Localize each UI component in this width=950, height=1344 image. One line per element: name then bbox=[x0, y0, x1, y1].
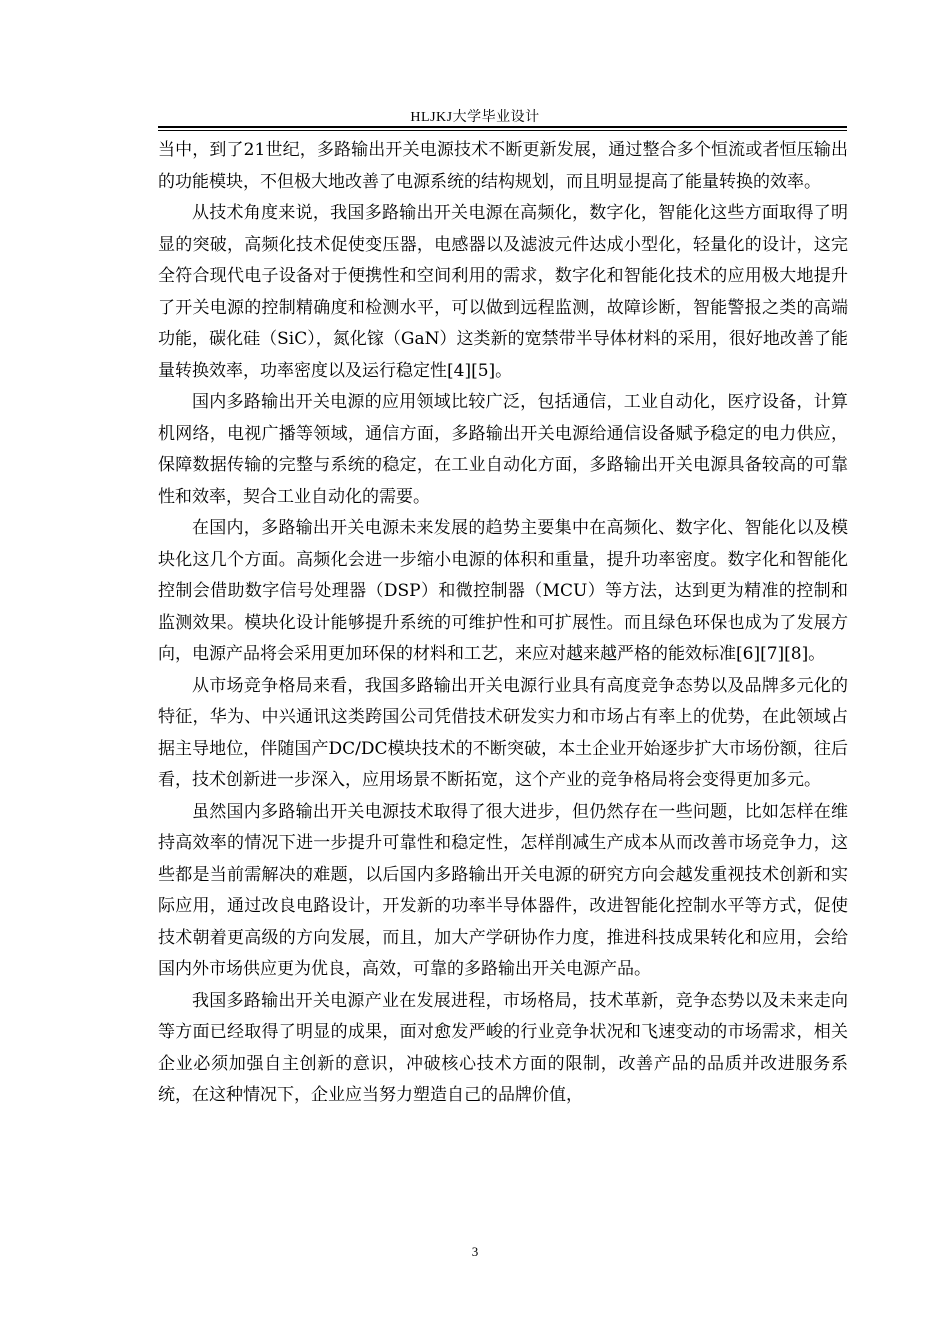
body-text bbox=[158, 135, 848, 1112]
paragraph-problems: 虽然国内多路输出开关电源技术取得了很大进步，但仍然存在一些问题，比如怎样在维持高效率的情况下进一步提升可靠性和稳定性，怎样削减生产成本从而改善市场竞争力，这些都是当前需解决的难题，以后国内多路输出开关电源的研究方向会越发重视技术创新和实际应用，通过改良电路设计，开发新的功率半导体器件，改进智能化控制水平等方式，促使技术朝着更高级的方向发展，而且，加大产学研协作力度，推进科技成果转化和应用，会给国内外市场供应更为优良，高效，可靠的多路输出开关电源产品。 bbox=[158, 801, 848, 979]
paragraph-market: 从市场竞争格局来看，我国多路输出开关电源行业具有高度竞争态势以及品牌多元化的特征，华为、中兴通讯这类跨国公司凭借技术研发实力和市场占有率上的优势，在此领域占据主导地位，伴随国产DC/DC模块技术的不断突破，本土企业开始逐步扩大市场份额，往后看，技术创新进一步深入，应用场景不断拓宽，这个产业的竞争格局将会变得更加多元。 bbox=[158, 675, 848, 790]
paragraph-trends: 在国内，多路输出开关电源未来发展的趋势主要集中在高频化、数字化、智能化以及模块化这几个方面。高频化会进一步缩小电源的体积和重量，提升功率密度。数字化和智能化控制会借助数字信号处理器（DSP）和微控制器（MCU）等方法，达到更为精准的控制和监测效果。模块化设计能够提升系统的可维护性和可扩展性。而且绿色环保也成为了发展方向，电源产品将会采用更加环保的材料和工艺，来应对越来越严格的能效标准[6][7][8]。 bbox=[158, 518, 848, 664]
paragraph-applications: 国内多路输出开关电源的应用领域比较广泛，包括通信，工业自动化，医疗设备，计算机网络，电视广播等领域，通信方面，多路输出开关电源给通信设备赋予稳定的电力供应，保障数据传输的完整与系统的稳定，在工业自动化方面，多路输出开关电源具备较高的可靠性和效率，契合工业自动化的需要。 bbox=[158, 392, 848, 507]
paragraph-continuation: 当中，到了21世纪，多路输出开关电源技术不断更新发展，通过整合多个恒流或者恒压输出的功能模块，不但极大地改善了电源系统的结构规划，而且明显提高了能量转换的效率。 bbox=[158, 140, 848, 192]
header-rule-thin bbox=[158, 130, 847, 131]
page-number: 3 bbox=[471, 1244, 479, 1259]
paragraph-technology: 从技术角度来说，我国多路输出开关电源在高频化，数字化，智能化这些方面取得了明显的突破，高频化技术促使变压器，电感器以及滤波元件达成小型化，轻量化的设计，这完全符合现代电子设备对于便携性和空间利用的需求，数字化和智能化技术的应用极大地提升了开关电源的控制精确度和检测水平，可以做到远程监测，故障诊断，智能警报之类的高端功能，碳化硅（SiC），氮化镓（GaN）这类新的宽禁带半导体材料的采用，很好地改善了能量转换效率，功率密度以及运行稳定性[4][5]。 bbox=[158, 203, 848, 381]
header-rule bbox=[158, 126, 847, 128]
page-header-title: HLJKJ大学毕业设计 bbox=[410, 110, 540, 125]
paragraph-summary: 我国多路输出开关电源产业在发展进程，市场格局，技术革新，竞争态势以及未来走向等方面已经取得了明显的成果，面对愈发严峻的行业竞争状况和飞速变动的市场需求，相关企业必须加强自主创新的意识，冲破核心技术方面的限制，改善产品的品质并改进服务系统，在这种情况下，企业应当努力塑造自己的品牌价值， bbox=[158, 990, 848, 1105]
